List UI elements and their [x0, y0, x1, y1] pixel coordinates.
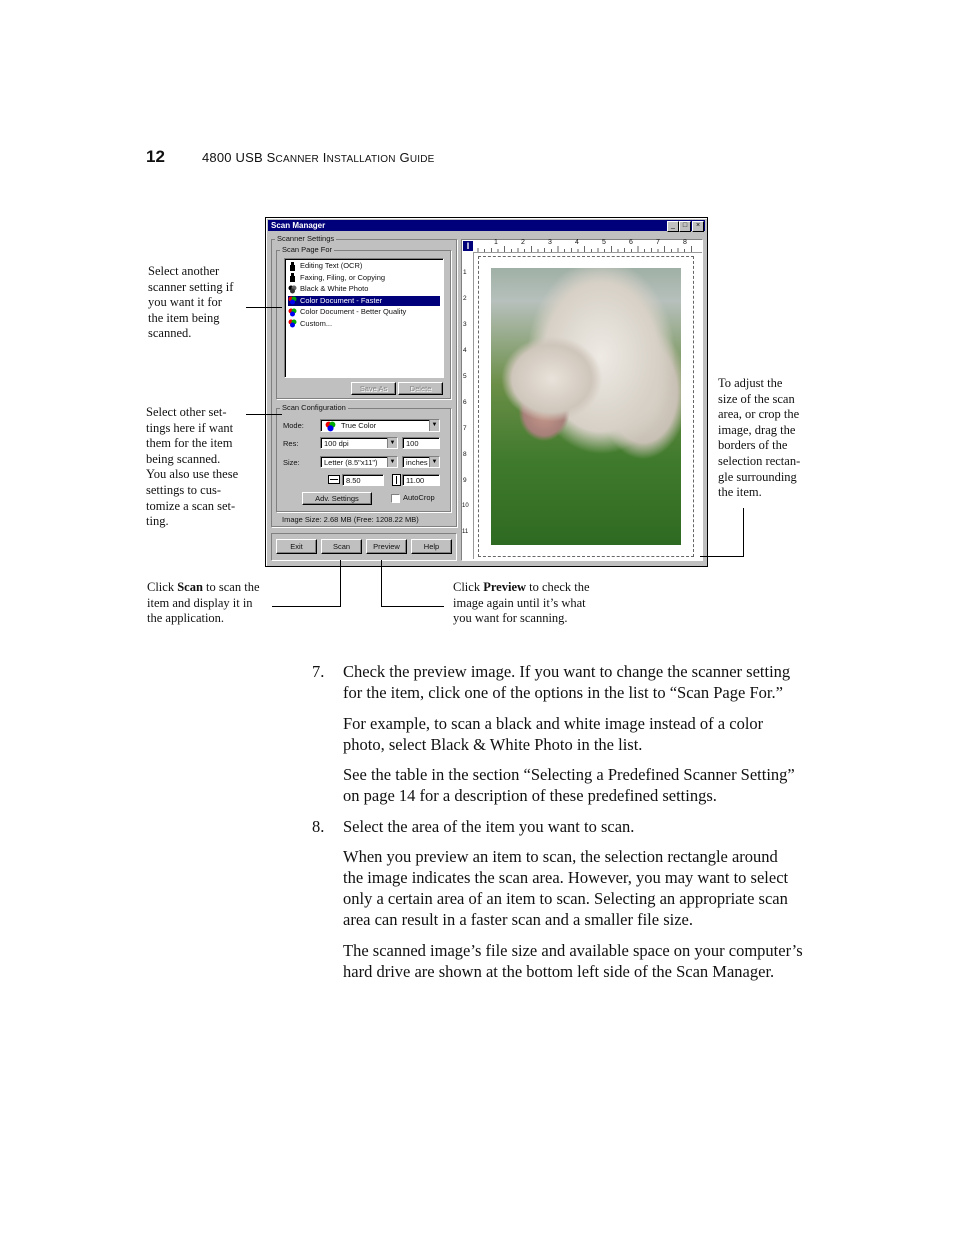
callout-line: the item.: [718, 485, 762, 500]
callout-line: being scanned.: [146, 451, 221, 466]
save-as-button[interactable]: Save As: [351, 382, 396, 395]
title-part: NSTALLATION: [326, 154, 396, 165]
height-icon: [392, 474, 401, 486]
callout-line: Select other set-: [146, 405, 227, 419]
ruler-label: 10: [462, 503, 469, 509]
text-line: photo, select Black & White Photo in the list.: [343, 735, 643, 754]
callout-line: them for the item: [146, 436, 233, 451]
text-line: for the item, click one of the options in the list to “Scan Page For.”: [343, 683, 783, 702]
width-value: 8.50: [346, 476, 361, 485]
text-line: For example, to scan a black and white image instead of a color: [343, 714, 764, 733]
scanner-settings-label: Scanner Settings: [277, 234, 335, 243]
callout-leader: [246, 414, 282, 415]
step-7-text: [343, 661, 790, 703]
callout-line: selection rectan-: [718, 453, 801, 468]
height-value: 11.00: [406, 476, 425, 485]
scanner-icon: [288, 262, 297, 271]
ruler-label: 7: [463, 425, 467, 432]
res-label: Res:: [283, 439, 299, 448]
units-value: inches: [406, 458, 428, 467]
scan-manager-window: [265, 217, 708, 567]
list-item[interactable]: [288, 284, 440, 294]
page-number: 12: [146, 147, 165, 166]
ruler-corner[interactable]: I: [463, 241, 473, 251]
callout-line: borders of the: [718, 438, 788, 453]
chevron-down-icon[interactable]: ▼: [387, 438, 397, 448]
list-item-label: Color Document - Faster: [300, 295, 383, 305]
callout-line: the application.: [147, 611, 225, 626]
title-part: 4800 USB S: [202, 150, 276, 165]
callout-leader: [340, 560, 341, 607]
title-part: G: [395, 150, 410, 165]
paragraph: [343, 940, 803, 982]
callout-line: image, drag the: [718, 422, 796, 437]
callout-line: size of the scan: [718, 391, 795, 406]
mode-select[interactable]: [320, 419, 440, 432]
color-icon: [288, 308, 297, 317]
callout-line: scanned.: [148, 326, 192, 341]
color-icon: [288, 319, 297, 328]
callout-leader: [246, 307, 282, 308]
ruler-label: 2: [463, 295, 467, 302]
callout-line: [453, 580, 590, 596]
height-field[interactable]: [402, 474, 440, 486]
callout-line: the item being: [148, 310, 220, 325]
list-item-label: Faxing, Filing, or Copying: [300, 272, 386, 282]
callout-line: ting.: [146, 514, 169, 529]
callout-line: [147, 580, 260, 596]
autocrop-checkbox[interactable]: [391, 494, 400, 503]
color-icon: [325, 421, 336, 432]
autocrop-label: AutoCrop: [403, 493, 435, 502]
text-line: the image indicates the scan area. However, you may want to select: [343, 868, 789, 887]
size-label: Size:: [283, 458, 300, 467]
text-line: only a certain area of an item to scan. Selecting an appropriate scan: [343, 889, 788, 908]
text-line: area can result in a faster scan and a smaller file size.: [343, 910, 693, 929]
delete-button[interactable]: Delete: [398, 382, 443, 395]
callout-line: scanner setting if: [148, 279, 234, 294]
ruler-label: 2: [521, 239, 525, 246]
ruler-label: 6: [463, 399, 467, 406]
text-line: Check the preview image. If you want to change the scanner setting: [343, 662, 791, 681]
window-title: Scan Manager: [271, 221, 326, 230]
scanner-icon: [288, 273, 297, 282]
callout-line: tomize a scan set-: [146, 498, 236, 513]
ruler-label: 4: [463, 347, 467, 354]
ruler-label: 9: [463, 477, 467, 484]
color-icon: [288, 296, 297, 305]
adv-settings-button[interactable]: Adv. Settings: [302, 492, 372, 505]
close-icon[interactable]: ×: [692, 221, 704, 232]
res-value: 100 dpi: [324, 439, 349, 448]
text-line: hard drive are shown at the bottom left side of the Scan Manager.: [343, 962, 775, 981]
title-part: UIDE: [409, 154, 435, 165]
res-number: 100: [406, 439, 419, 448]
ruler-label: 6: [629, 239, 633, 246]
step-number: 7.: [312, 662, 325, 681]
preview-panel[interactable]: [461, 239, 703, 561]
ruler-ticks-h: [474, 240, 702, 252]
callout-line: image again until it’s what: [453, 595, 586, 610]
scan-page-for-label: Scan Page For: [282, 245, 333, 254]
running-title: [202, 150, 435, 165]
list-item[interactable]: [288, 296, 440, 306]
list-item[interactable]: [288, 319, 440, 329]
title-bar: [268, 220, 705, 231]
vertical-ruler: [462, 252, 474, 559]
caption-bold: Preview: [483, 580, 527, 594]
ruler-label: 3: [548, 239, 552, 246]
units-select[interactable]: [402, 456, 440, 468]
scan-config-label: Scan Configuration: [282, 403, 346, 412]
callout-selection: [718, 376, 800, 501]
chevron-down-icon[interactable]: ▼: [387, 457, 397, 467]
size-select[interactable]: [320, 456, 398, 468]
list-item-label: Editing Text (OCR): [300, 261, 363, 270]
res-select[interactable]: [320, 437, 398, 449]
callout-line: settings to cus-: [146, 482, 221, 497]
callout-line: gle surrounding: [718, 469, 797, 484]
mode-label: Mode:: [283, 421, 304, 430]
size-value: Letter (8.5"x11"): [324, 458, 378, 467]
title-part: I: [318, 150, 327, 165]
caption-text: Click: [453, 580, 484, 594]
paragraph: [343, 846, 788, 930]
scan-button[interactable]: Scan: [321, 539, 362, 554]
caption-text: to scan the: [202, 580, 260, 594]
callout-preview: [453, 580, 590, 627]
ruler-label: 8: [463, 451, 467, 458]
res-number-field[interactable]: [402, 437, 440, 449]
preview-image: [491, 268, 681, 545]
list-item-label: Custom...: [300, 318, 333, 328]
mode-value: True Color: [341, 421, 377, 430]
title-part: CANNER: [275, 154, 319, 165]
callout-line: item and display it in: [147, 595, 253, 610]
width-icon: [328, 475, 340, 484]
callout-line: To adjust the: [718, 376, 783, 390]
ruler-label: 8: [683, 239, 687, 246]
text-line: on page 14 for a description of these predefined settings.: [343, 786, 717, 805]
list-item-label: Black & White Photo: [300, 284, 369, 293]
callout-scan: [147, 580, 260, 627]
text-line: When you preview an item to scan, the selection rectangle around: [343, 847, 778, 866]
scan-page-for-list[interactable]: [284, 258, 444, 378]
ruler-label: 5: [463, 373, 467, 380]
list-item[interactable]: [288, 273, 440, 283]
paragraph: [343, 713, 763, 755]
chevron-down-icon[interactable]: ▼: [429, 457, 439, 467]
minimize-icon[interactable]: _: [667, 221, 679, 232]
callout-line: area, or crop the: [718, 407, 800, 422]
horizontal-ruler: [474, 240, 702, 253]
paragraph: [343, 764, 795, 806]
callout-leader: [743, 508, 744, 557]
callout-line: tings here if want: [146, 420, 234, 435]
callout-leader: [700, 556, 744, 557]
ruler-label: 11: [462, 529, 469, 535]
ruler-label: 1: [463, 269, 467, 276]
callout-leader: [381, 606, 444, 607]
callout-line: Select another: [148, 264, 220, 278]
callout-line: You also use these: [146, 467, 239, 482]
ruler-label: 7: [656, 239, 660, 246]
list-item[interactable]: [288, 307, 440, 317]
list-item-label: Color Document - Better Quality: [300, 307, 407, 316]
step-8-text: Select the area of the item you want to scan.: [343, 817, 635, 836]
callout-scan-config: [146, 405, 238, 530]
ruler-label: 3: [463, 321, 467, 328]
ruler-label: 1: [494, 239, 498, 246]
list-item[interactable]: [288, 261, 440, 271]
callout-scanner-setting: [148, 264, 233, 342]
caption-bold: Scan: [177, 580, 203, 594]
ruler-label: 5: [602, 239, 606, 246]
callout-leader: [381, 560, 382, 607]
callout-line: you want it for: [148, 295, 222, 310]
callout-line: you want for scanning.: [453, 611, 568, 626]
help-button[interactable]: Help: [411, 539, 452, 554]
callout-leader: [272, 606, 341, 607]
caption-text: to check the: [526, 580, 590, 594]
chevron-down-icon[interactable]: ▼: [429, 420, 439, 431]
maximize-icon[interactable]: □: [679, 221, 691, 232]
step-number: 8.: [312, 817, 325, 836]
caption-text: Click: [147, 580, 178, 594]
image-size-text: Image Size: 2.68 MB (Free: 1208.22 MB): [282, 515, 419, 524]
exit-button[interactable]: Exit: [276, 539, 317, 554]
text-line: The scanned image’s file size and available space on your computer’s: [343, 941, 803, 960]
width-field[interactable]: [342, 474, 384, 486]
text-line: See the table in the section “Selecting a Predefined Scanner Setting”: [343, 765, 795, 784]
preview-button[interactable]: Preview: [366, 539, 407, 554]
ruler-label: 4: [575, 239, 579, 246]
bw-photo-icon: [288, 285, 297, 294]
